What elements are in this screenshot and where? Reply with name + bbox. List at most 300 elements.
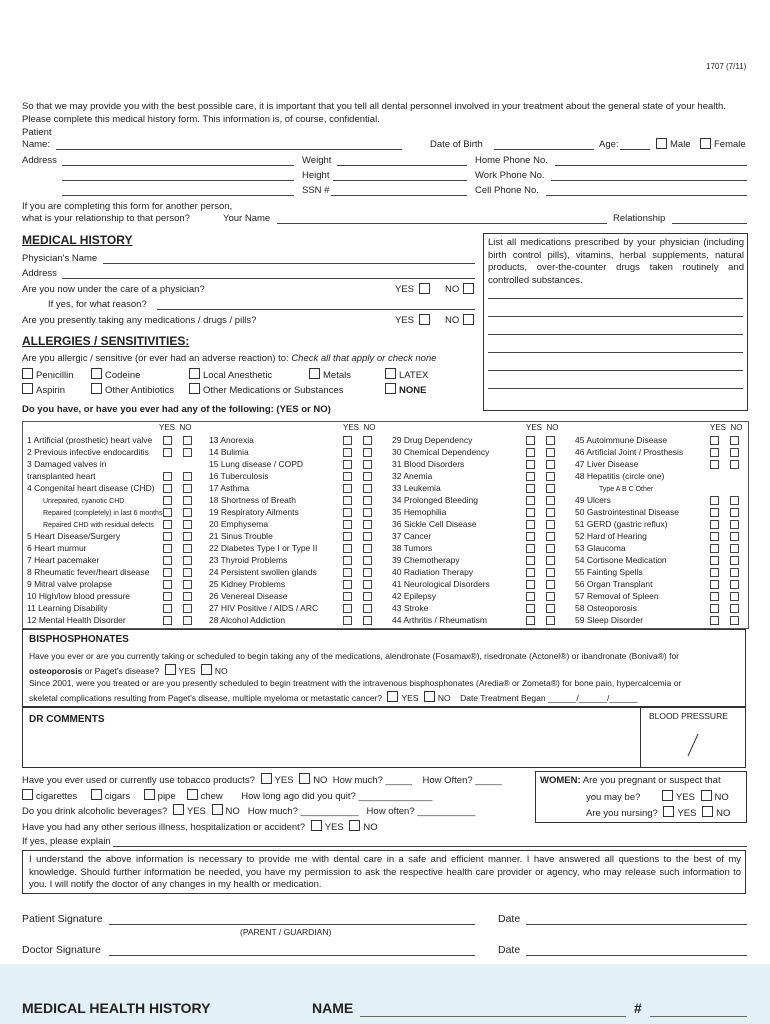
condition-yes-checkbox[interactable] [343,436,352,445]
condition-no-checkbox[interactable] [730,496,739,505]
condition-label: 36 Sickle Cell Disease [392,519,477,529]
condition-label: 4 Congenital heart disease (CHD) [27,483,155,493]
condition-yes-checkbox[interactable] [526,520,535,529]
other-antibiotics-checkbox[interactable] [91,383,102,394]
condition-no-checkbox[interactable] [183,508,192,517]
nursing-yes-checkbox[interactable] [663,806,674,817]
condition-yes-checkbox[interactable] [343,568,352,577]
condition-no-checkbox[interactable] [183,520,192,529]
tobacco-no-checkbox[interactable] [299,773,310,784]
condition-yes-checkbox[interactable] [163,532,172,541]
address-field-2[interactable] [62,180,294,181]
women-pregnant-text: WOMEN: Are you pregnant or suspect that [540,775,721,786]
condition-no-checkbox[interactable] [546,496,555,505]
condition-yes-checkbox[interactable] [343,592,352,601]
other-medications-checkbox[interactable] [189,383,200,394]
home-phone-label: Home Phone No. [475,155,548,166]
condition-label: 13 Anorexia [209,435,254,445]
condition-no-checkbox[interactable] [730,580,739,589]
iv-yes-checkbox[interactable] [387,691,398,702]
condition-label: 26 Venereal Disease [209,591,288,601]
condition-row [392,578,572,590]
condition-no-checkbox[interactable] [730,508,739,517]
condition-no-checkbox[interactable] [183,544,192,553]
footer-number-field[interactable] [650,1016,747,1017]
condition-no-checkbox[interactable] [183,436,192,445]
bisphosphonates-line2: osteoporosis or Paget's disease? YES NO [29,666,228,676]
condition-no-checkbox[interactable] [546,604,555,613]
doctor-date-field[interactable] [526,955,747,956]
condition-no-checkbox[interactable] [363,496,372,505]
condition-label: 7 Heart pacemaker [27,555,100,565]
medications-instructions: List all medications prescribed by your physician (including birth control pills), vitamins, herbal supplements, natural products, over-the-counter drugs taken routinely and controlled substances. [488,237,744,286]
condition-no-checkbox[interactable] [183,532,192,541]
condition-label: 8 Rheumatic fever/heart disease [27,567,150,577]
female-checkbox[interactable] [700,138,711,149]
taking-meds-no-checkbox[interactable] [463,314,474,325]
none-checkbox[interactable] [385,383,396,394]
condition-no-checkbox[interactable] [730,448,739,457]
address-field-3[interactable] [62,195,294,196]
under-care-no: NO [445,284,460,295]
condition-yes-checkbox[interactable] [526,496,535,505]
condition-yes-checkbox[interactable] [163,604,172,613]
condition-no-checkbox[interactable] [546,532,555,541]
taking-meds-yes-checkbox[interactable] [419,314,430,325]
osteo-yes-checkbox[interactable] [165,664,176,675]
condition-row [27,482,202,494]
condition-yes-checkbox[interactable] [710,580,719,589]
condition-yes-checkbox[interactable] [343,460,352,469]
dr-comments-label: DR COMMENTS [29,714,105,725]
condition-yes-checkbox[interactable] [163,568,172,577]
condition-row [27,590,202,602]
medication-line[interactable] [488,352,743,353]
doctor-date-label: Date [498,944,521,956]
condition-label: 39 Chemotherapy [392,555,460,565]
condition-row [392,482,572,494]
condition-no-checkbox[interactable] [546,484,555,493]
condition-yes-checkbox[interactable] [710,604,719,613]
condition-no-checkbox[interactable] [730,436,739,445]
condition-no-checkbox[interactable] [546,592,555,601]
condition-no-checkbox[interactable] [183,496,192,505]
allergy-latex[interactable]: LATEX [382,368,428,381]
condition-yes-checkbox[interactable] [710,616,719,625]
dob-label: Date of Birth [430,139,483,150]
condition-yes-checkbox[interactable] [343,604,352,613]
condition-label: 43 Stroke [392,603,429,613]
condition-no-checkbox[interactable] [183,580,192,589]
condition-yes-checkbox[interactable] [710,448,719,457]
condition-yes-checkbox[interactable] [163,496,172,505]
condition-row [392,542,572,554]
condition-no-checkbox[interactable] [546,460,555,469]
condition-row [27,494,202,506]
blood-pressure-cell[interactable] [640,708,745,767]
condition-yes-checkbox[interactable] [710,436,719,445]
condition-label: 29 Drug Dependency [392,435,473,445]
condition-yes-checkbox[interactable] [343,508,352,517]
codeine-checkbox[interactable] [91,368,102,379]
work-phone-field[interactable] [551,180,747,181]
condition-label: 9 Mitral valve prolapse [27,579,113,589]
condition-no-checkbox[interactable] [363,616,372,625]
condition-label: 42 Epilepsy [392,591,436,601]
condition-no-checkbox[interactable] [183,484,192,493]
condition-yes-checkbox[interactable] [710,508,719,517]
col1-yes-no-header: YES NO [159,423,192,432]
taking-meds-question: Are you presently taking any medications / drugs / pills? [22,315,257,326]
condition-no-checkbox[interactable] [363,448,372,457]
condition-yes-checkbox[interactable] [526,580,535,589]
condition-yes-checkbox[interactable] [526,532,535,541]
condition-row [575,590,747,602]
condition-yes-checkbox[interactable] [526,508,535,517]
allergy-metals[interactable]: Metals [306,368,351,381]
condition-no-checkbox[interactable] [730,544,739,553]
condition-yes-checkbox[interactable] [526,460,535,469]
condition-no-checkbox[interactable] [183,616,192,625]
condition-no-checkbox[interactable] [363,580,372,589]
condition-yes-checkbox[interactable] [163,436,172,445]
condition-yes-checkbox[interactable] [163,508,172,517]
condition-no-checkbox[interactable] [546,556,555,565]
conditions-column-2 [209,434,389,626]
condition-no-checkbox[interactable] [546,436,555,445]
form-code: 1707 (7/11) [706,62,747,71]
condition-row [27,518,202,530]
nursing-no-checkbox[interactable] [702,806,713,817]
condition-row [27,446,202,458]
condition-no-checkbox[interactable] [730,604,739,613]
cigars-checkbox[interactable] [91,789,102,800]
condition-no-checkbox[interactable] [546,472,555,481]
condition-yes-checkbox[interactable] [163,580,172,589]
condition-no-checkbox[interactable] [546,616,555,625]
height-label: Height [302,170,330,181]
iv-no-checkbox[interactable] [424,691,435,702]
condition-no-checkbox[interactable] [730,616,739,625]
condition-label: 32 Anemia [392,471,433,481]
physician-name-field[interactable] [103,263,475,264]
allergy-other-medications[interactable]: Other Medications or Substances [186,383,343,396]
condition-yes-checkbox[interactable] [710,544,719,553]
condition-row [209,542,389,554]
illness-no-checkbox[interactable] [349,820,360,831]
female-label: Female [714,139,746,150]
name-field[interactable] [56,149,402,150]
condition-no-checkbox[interactable] [183,472,192,481]
reason-field[interactable] [157,309,475,310]
patient-signature-field[interactable] [109,924,475,925]
condition-label: 5 Heart Disease/Surgery [27,531,121,541]
allergy-local-anesthetic[interactable]: Local Anesthetic [186,368,272,381]
women-may-be-row: you may be? YES NO [586,792,729,803]
osteo-no-checkbox[interactable] [201,664,212,675]
condition-row [575,614,747,626]
condition-row [575,566,747,578]
conditions-column-4 [575,434,747,626]
condition-label: 33 Leukemia [392,483,441,493]
condition-yes-checkbox[interactable] [163,544,172,553]
bisphosphonates-line4: skeletal complications resulting from Paget's disease, multiple myeloma or metastatic cancer? YES NO Date Treatment Began ______/______/______ [29,693,638,703]
under-care-yes-checkbox[interactable] [419,283,430,294]
other-person-text-1: If you are completing this form for another person, [22,201,233,212]
conditions-grid [22,421,749,629]
condition-yes-checkbox[interactable] [343,544,352,553]
condition-yes-checkbox[interactable] [526,484,535,493]
condition-no-checkbox[interactable] [363,508,372,517]
condition-row [392,590,572,602]
condition-row [209,506,389,518]
parent-guardian-label: (PARENT / GUARDIAN) [240,927,332,937]
condition-yes-checkbox[interactable] [710,556,719,565]
alcohol-yes-checkbox[interactable] [173,804,184,815]
condition-no-checkbox[interactable] [363,556,372,565]
home-phone-field[interactable] [555,165,747,166]
condition-label: 41 Neurological Disorders [392,579,490,589]
condition-row [209,602,389,614]
condition-label: Unrepaired, cyanotic CHD [43,498,125,505]
condition-yes-checkbox[interactable] [163,616,172,625]
condition-no-checkbox[interactable] [546,568,555,577]
condition-label: 16 Tuberculosis [209,471,269,481]
condition-no-checkbox[interactable] [730,568,739,577]
dr-comments-box[interactable] [22,707,746,768]
age-field[interactable] [620,149,650,150]
condition-no-checkbox[interactable] [363,484,372,493]
condition-row [575,446,747,458]
condition-no-checkbox[interactable] [730,532,739,541]
condition-no-checkbox[interactable] [183,604,192,613]
condition-no-checkbox[interactable] [363,544,372,553]
condition-label: 28 Alcohol Addiction [209,615,286,625]
bisphosphonates-heading: BISPHOSPHONATES [29,634,129,645]
condition-row [209,578,389,590]
condition-yes-checkbox[interactable] [710,592,719,601]
condition-yes-checkbox[interactable] [343,556,352,565]
condition-no-checkbox[interactable] [363,472,372,481]
your-name-field[interactable] [277,223,607,224]
condition-label: 23 Thyroid Problems [209,555,288,565]
alcohol-no-checkbox[interactable] [212,804,223,815]
condition-no-checkbox[interactable] [730,556,739,565]
condition-no-checkbox[interactable] [730,592,739,601]
allergy-none[interactable]: NONE [382,383,426,396]
condition-yes-checkbox[interactable] [343,472,352,481]
women-box [535,771,747,823]
condition-yes-checkbox[interactable] [343,448,352,457]
other-person-text-2: what is your relationship to that person? [22,213,190,224]
condition-no-checkbox[interactable] [546,544,555,553]
condition-row [575,578,747,590]
medication-line[interactable] [488,298,743,299]
condition-row [575,494,747,506]
local-anesthetic-checkbox[interactable] [189,368,200,379]
taking-meds-no: NO [445,315,460,326]
medication-line[interactable] [488,388,743,389]
under-care-no-checkbox[interactable] [463,283,474,294]
explain-field[interactable] [113,846,747,847]
conditions-question: Do you have, or have you ever had any of the following: (YES or NO) [22,404,331,415]
under-care-question: Are you now under the care of a physician? [22,284,205,295]
alcohol-row: Do you drink alcoholic beverages? YES NO How much? ___________ How often? ___________ [22,806,476,817]
condition-yes-checkbox[interactable] [710,496,719,505]
address-field-1[interactable] [62,165,294,166]
condition-label: 55 Fainting Spells [575,567,643,577]
condition-yes-checkbox[interactable] [526,544,535,553]
condition-row [209,458,389,470]
illness-yes-checkbox[interactable] [311,820,322,831]
condition-yes-checkbox[interactable] [526,568,535,577]
footer-name-field[interactable] [360,1016,626,1017]
allergy-penicillin[interactable]: Penicillin [22,368,74,381]
condition-yes-checkbox[interactable] [343,484,352,493]
male-label: Male [670,139,691,150]
latex-checkbox[interactable] [385,368,396,379]
condition-row [392,494,572,506]
condition-yes-checkbox[interactable] [163,472,172,481]
pregnant-no-checkbox[interactable] [701,790,712,801]
condition-row [575,458,747,470]
allergy-other-antibiotics[interactable]: Other Antibiotics [88,383,174,396]
penicillin-checkbox[interactable] [22,368,33,379]
condition-no-checkbox[interactable] [363,592,372,601]
condition-yes-checkbox[interactable] [526,472,535,481]
taking-meds-yes: YES [395,315,415,326]
condition-no-checkbox[interactable] [730,460,739,469]
condition-yes-checkbox[interactable] [710,520,719,529]
doctor-signature-field[interactable] [109,955,475,956]
condition-yes-checkbox[interactable] [343,496,352,505]
condition-label: 53 Glaucoma [575,543,626,553]
physician-address-field[interactable] [62,278,475,279]
pregnant-yes-checkbox[interactable] [662,790,673,801]
condition-no-checkbox[interactable] [363,568,372,577]
condition-no-checkbox[interactable] [363,532,372,541]
condition-label: 3 Damaged valves in [27,459,107,469]
consent-box [22,850,746,894]
conditions-column-1 [27,434,202,626]
condition-label: 37 Cancer [392,531,432,541]
condition-no-checkbox[interactable] [546,520,555,529]
condition-label: 34 Prolonged Bleeding [392,495,479,505]
condition-no-checkbox[interactable] [183,448,192,457]
cigarettes-checkbox[interactable] [22,789,33,800]
condition-label: Type A B C Other [599,486,654,493]
condition-label: 48 Hepatitis (circle one) [575,471,665,481]
condition-yes-checkbox[interactable] [343,616,352,625]
condition-row [392,518,572,530]
condition-yes-checkbox[interactable] [526,604,535,613]
patient-signature-label: Patient Signature [22,913,103,925]
condition-no-checkbox[interactable] [546,448,555,457]
condition-no-checkbox[interactable] [183,592,192,601]
women-nursing-row: Are you nursing? YES NO [586,808,731,819]
condition-yes-checkbox[interactable] [526,616,535,625]
condition-label: 54 Cortisone Medication [575,555,667,565]
condition-no-checkbox[interactable] [363,520,372,529]
consent-text: I understand the above information is necessary to provide me with dental care in a safe and efficient manner. I have answered all questions to the best of my knowledge. Should further information be needed, you have my permission to ask the respective health care provider or agency, who may release such information to you. I will notify the doctor of any changes in my health or medication. [29,854,741,890]
condition-yes-checkbox[interactable] [526,556,535,565]
condition-no-checkbox[interactable] [363,460,372,469]
condition-label: 21 Sinus Trouble [209,531,273,541]
medication-line[interactable] [488,334,743,335]
illness-row: Have you had any other serious illness, hospitalization or accident? YES NO [22,822,378,833]
condition-label: 18 Shortness of Breath [209,495,296,505]
dob-field[interactable] [494,149,594,150]
allergy-aspirin[interactable]: Aspirin [22,383,65,396]
condition-label: Repaired CHD with residual defects [43,522,154,529]
condition-label: 38 Tumors [392,543,433,553]
aspirin-checkbox[interactable] [22,383,33,394]
medication-line[interactable] [488,316,743,317]
relationship-field[interactable] [672,223,747,224]
condition-yes-checkbox[interactable] [163,448,172,457]
metals-checkbox[interactable] [309,368,320,379]
condition-yes-checkbox[interactable] [526,436,535,445]
condition-no-checkbox[interactable] [363,604,372,613]
allergy-codeine[interactable]: Codeine [88,368,140,381]
tobacco-yes-checkbox[interactable] [261,773,272,784]
work-phone-label: Work Phone No. [475,170,545,181]
condition-yes-checkbox[interactable] [343,520,352,529]
ssn-field[interactable] [331,195,467,196]
condition-no-checkbox[interactable] [183,556,192,565]
condition-yes-checkbox[interactable] [343,532,352,541]
condition-row [27,470,202,482]
conditions-column-3 [392,434,572,626]
condition-no-checkbox[interactable] [546,508,555,517]
relationship-label: Relationship [613,213,666,224]
condition-row [27,434,202,446]
height-field[interactable] [333,180,467,181]
cell-phone-field[interactable] [546,195,747,196]
condition-label: 25 Kidney Problems [209,579,286,589]
weight-label: Weight [302,155,332,166]
male-checkbox[interactable] [656,138,667,149]
condition-yes-checkbox[interactable] [710,460,719,469]
condition-label: 1 Artificial (prosthetic) heart valve [27,435,153,445]
weight-field[interactable] [337,165,467,166]
condition-yes-checkbox[interactable] [710,532,719,541]
condition-yes-checkbox[interactable] [163,520,172,529]
explain-label: If yes, please explain [22,836,111,847]
medication-line[interactable] [488,370,743,371]
condition-yes-checkbox[interactable] [163,556,172,565]
condition-no-checkbox[interactable] [363,436,372,445]
patient-date-field[interactable] [526,924,747,925]
condition-no-checkbox[interactable] [546,580,555,589]
condition-row [27,506,202,518]
condition-yes-checkbox[interactable] [163,592,172,601]
condition-label: 27 HIV Positive / AIDS / ARC [209,603,319,613]
condition-row [575,482,747,494]
chew-checkbox[interactable] [187,789,198,800]
condition-no-checkbox[interactable] [730,520,739,529]
condition-yes-checkbox[interactable] [710,568,719,577]
condition-no-checkbox[interactable] [183,568,192,577]
condition-yes-checkbox[interactable] [343,580,352,589]
condition-yes-checkbox[interactable] [526,592,535,601]
condition-row [392,566,572,578]
pipe-checkbox[interactable] [144,789,155,800]
condition-row [392,530,572,542]
condition-yes-checkbox[interactable] [163,484,172,493]
condition-yes-checkbox[interactable] [526,448,535,457]
condition-row [27,602,202,614]
